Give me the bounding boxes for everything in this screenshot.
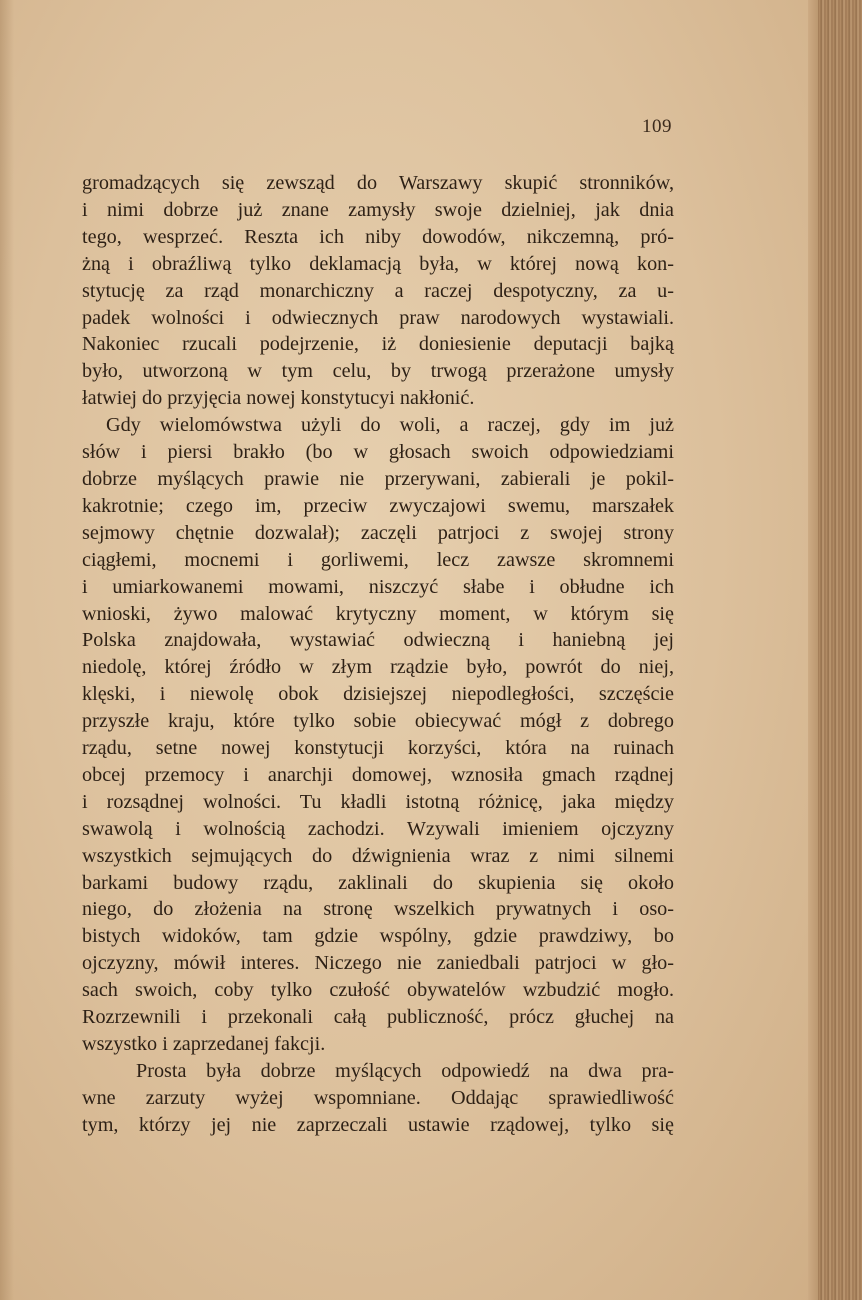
text-line: tego, wesprzeć. Reszta ich niby dowodów, nikczemną, pró-	[82, 225, 674, 248]
text-line: było, utworzoną w tym celu, by trwogą przerażone umysły	[82, 360, 674, 383]
text-line: i umiarkowanemi mowami, niszczyć słabe i obłudne ich	[82, 575, 674, 598]
text-line: obcej przemocy i anarchji domowej, wznosiła gmach rządnej	[82, 763, 674, 786]
text-line: barkami budowy rządu, zaklinali do skupienia się około	[82, 871, 674, 894]
book-page-edges	[818, 0, 862, 1300]
text-line: bistych widoków, tam gdzie wspólny, gdzie prawdziwy, bo	[82, 925, 674, 948]
text-line: ciągłemi, mocnemi i gorliwemi, lecz zawsze skromnemi	[82, 548, 674, 571]
text-line: ojczyzny, mówił interes. Niczego nie zaniedbali patrjoci w gło-	[82, 952, 674, 975]
text-line: tym, którzy jej nie zaprzeczali ustawie rządowej, tylko się	[82, 1113, 674, 1136]
text-line: wszystkich sejmujących do dźwignienia wraz z nimi silnemi	[82, 844, 674, 867]
text-line: gromadzących się zewsząd do Warszawy skupić stronników,	[82, 172, 674, 194]
text-line: sejmowy chętnie dozwalał); zaczęli patrjoci z swojej strony	[82, 521, 674, 544]
text-line: i nimi dobrze już znane zamysły swoje dzielniej, jak dnia	[82, 198, 674, 221]
text-line: klęski, i niewolę obok dzisiejszej niepodległości, szczęście	[82, 683, 674, 706]
text-line: swawolą i wolnością zachodzi. Wzywali imieniem ojczyzny	[82, 817, 674, 840]
text-line: wszystko i zaprzedanej fakcji.	[82, 1033, 326, 1055]
text-line: słów i piersi brakło (bo w głosach swoich odpowiedziami	[82, 441, 674, 464]
text-line: kakrotnie; czego im, przeciw zwyczajowi swemu, marszałek	[82, 494, 674, 517]
text-line: Polska znajdowała, wystawiać odwieczną i haniebną jej	[82, 629, 674, 652]
paragraph-start-line: Gdy wielomówstwa użyli do woli, a raczej, gdy im już	[106, 414, 674, 437]
page-gutter-shadow	[0, 0, 14, 1300]
text-line: dobrze myślących prawie nie przerywani, zabierali je pokil-	[82, 467, 674, 490]
paragraph-start-line: Prosta była dobrze myślących odpowiedź na dwa pra-	[136, 1059, 674, 1082]
text-line: Rozrzewnili i przekonali całą publiczność, prócz głuchej na	[82, 1006, 674, 1029]
body-text	[82, 170, 674, 1139]
text-line: Nakoniec rzucali podejrzenie, iż doniesienie deputacji bajką	[82, 333, 674, 356]
text-line: przyszłe kraju, które tylko sobie obiecywać mógł z dobrego	[82, 710, 674, 733]
text-line: stytucję za rząd monarchiczny a raczej despotyczny, za u-	[82, 279, 674, 302]
text-line: żną i obraźliwą tylko deklamacją była, w której nową kon-	[82, 252, 674, 275]
text-line: niego, do złożenia na stronę wszelkich prywatnych i oso-	[82, 898, 674, 921]
text-line: wne zarzuty wyżej wspomniane. Oddając sprawiedliwość	[82, 1086, 674, 1109]
text-line: padek wolności i odwiecznych praw narodowych wystawiali.	[82, 306, 674, 329]
text-line: łatwiej do przyjęcia nowej konstytucyi nakłonić.	[82, 387, 475, 410]
text-line: niedolę, której źródło w złym rządzie było, powrót do niej,	[82, 656, 674, 679]
text-line: i rozsądnej wolności. Tu kładli istotną różnicę, jaka między	[82, 790, 674, 813]
text-line: sach swoich, coby tylko czułość obywatelów wzbudzić mogło.	[82, 979, 674, 1002]
page-number: 109	[642, 116, 672, 137]
text-line: rządu, setne nowej konstytucji korzyści, która na ruinach	[82, 737, 674, 760]
text-line: wnioski, żywo malować krytyczny moment, w którym się	[82, 602, 674, 625]
